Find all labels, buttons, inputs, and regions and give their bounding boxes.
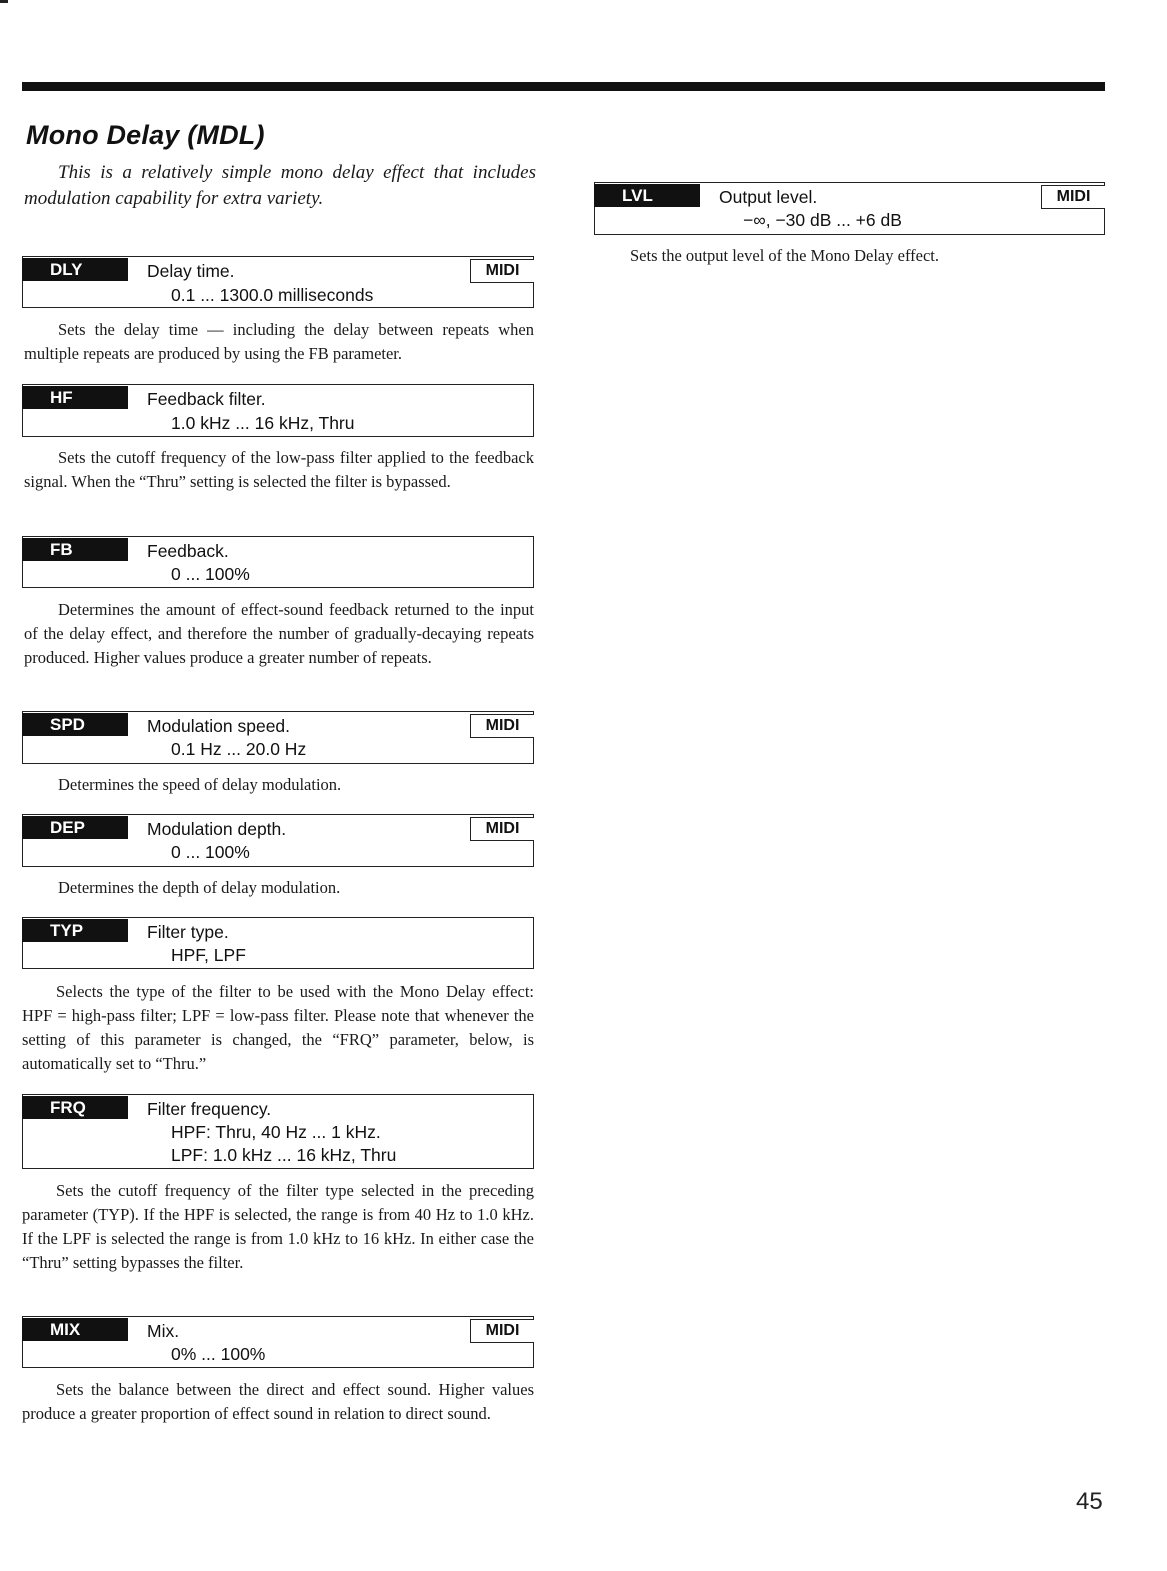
param-tag-dep: DEP (22, 816, 128, 839)
param-text-hf: Sets the cutoff frequency of the low-pass filter applied to the feedback signal. When the “Thru” setting is selected the filter is bypassed. (24, 448, 534, 491)
param-desc-hf: Feedback filter. (147, 389, 266, 409)
param-text-frq: Sets the cutoff frequency of the filter type selected in the preceding parameter (TYP). If the HPF is selected, the range is from 40 Hz to 1.0 kHz. If the LPF is selected the range is from 1.0 kHz to 16 kHz. In either case the “Thru” setting bypasses the filter. (22, 1181, 534, 1272)
param-range-frq-hpf: HPF: Thru, 40 Hz ... 1 kHz. (171, 1122, 381, 1142)
param-text-fb: Determines the amount of effect-sound feedback returned to the input of the delay effect, and therefore the number of gradually-decaying repeats produced. Higher values produce a greater number of repeats. (24, 600, 534, 667)
param-range-dep: 0 ... 100% (171, 842, 250, 862)
param-text-mix: Sets the balance between the direct and effect sound. Higher values produce a greater proportion of effect sound in relation to direct sound. (22, 1380, 534, 1423)
midi-badge-mix: MIDI (470, 1319, 534, 1343)
param-desc-dly: Delay time. (147, 261, 235, 281)
param-box-lvl (594, 182, 1105, 235)
midi-badge-lvl: MIDI (1041, 185, 1105, 209)
scan-corner-mark (0, 0, 8, 3)
param-box-hf (22, 384, 534, 437)
top-rule (22, 82, 1105, 91)
param-desc-mix: Mix. (147, 1321, 180, 1341)
param-text-spd: Determines the speed of delay modulation. (58, 775, 342, 794)
param-desc-fb: Feedback. (147, 541, 229, 561)
param-desc-frq: Filter frequency. (147, 1099, 272, 1119)
param-desc-spd: Modulation speed. (147, 716, 291, 736)
page-title: Mono Delay (MDL) (26, 120, 265, 150)
midi-badge-spd: MIDI (470, 714, 534, 738)
param-tag-hf: HF (22, 386, 128, 409)
page-number: 45 (1076, 1488, 1103, 1515)
midi-badge-dly: MIDI (470, 259, 534, 283)
param-tag-fb: FB (22, 538, 128, 561)
param-range-mix: 0% ... 100% (171, 1344, 266, 1364)
param-box-dep (22, 814, 534, 867)
param-tag-dly: DLY (22, 258, 128, 281)
param-range-dly: 0.1 ... 1300.0 milliseconds (171, 285, 374, 305)
param-range-spd: 0.1 Hz ... 20.0 Hz (171, 739, 307, 759)
param-range-frq-lpf: LPF: 1.0 kHz ... 16 kHz, Thru (171, 1145, 397, 1165)
param-range-hf: 1.0 kHz ... 16 kHz, Thru (171, 413, 355, 433)
intro-text: This is a relatively simple mono delay effect that includes modulation capability for extra variety. (24, 162, 536, 209)
param-box-mix (22, 1316, 534, 1368)
param-tag-typ: TYP (22, 919, 128, 942)
param-desc-dep: Modulation depth. (147, 819, 287, 839)
param-box-dly (22, 256, 534, 308)
param-tag-lvl: LVL (594, 184, 700, 207)
midi-badge-dep: MIDI (470, 817, 534, 841)
param-box-frq (22, 1094, 534, 1169)
param-range-fb: 0 ... 100% (171, 564, 250, 584)
param-box-typ (22, 917, 534, 969)
param-tag-mix: MIX (22, 1318, 128, 1341)
param-tag-spd: SPD (22, 713, 128, 736)
param-range-lvl: −∞, −30 dB ... +6 dB (743, 210, 902, 230)
param-text-typ: Selects the type of the filter to be used with the Mono Delay effect: HPF = high-pass filter; LPF = low-pass filter. Please note that whenever the setting of this parameter is changed, the “FRQ” parameter, below, is automatically set to “Thru.” (22, 982, 534, 1073)
param-desc-typ: Filter type. (147, 922, 229, 942)
param-tag-frq: FRQ (22, 1096, 128, 1119)
param-box-spd (22, 711, 534, 764)
param-box-fb (22, 536, 534, 588)
param-desc-lvl: Output level. (719, 187, 818, 207)
param-range-typ: HPF, LPF (171, 945, 246, 965)
param-text-lvl: Sets the output level of the Mono Delay effect. (630, 246, 939, 265)
param-text-dep: Determines the depth of delay modulation. (58, 878, 341, 897)
param-text-dly: Sets the delay time — including the delay between repeats when multiple repeats are produced by using the FB parameter. (24, 320, 534, 363)
